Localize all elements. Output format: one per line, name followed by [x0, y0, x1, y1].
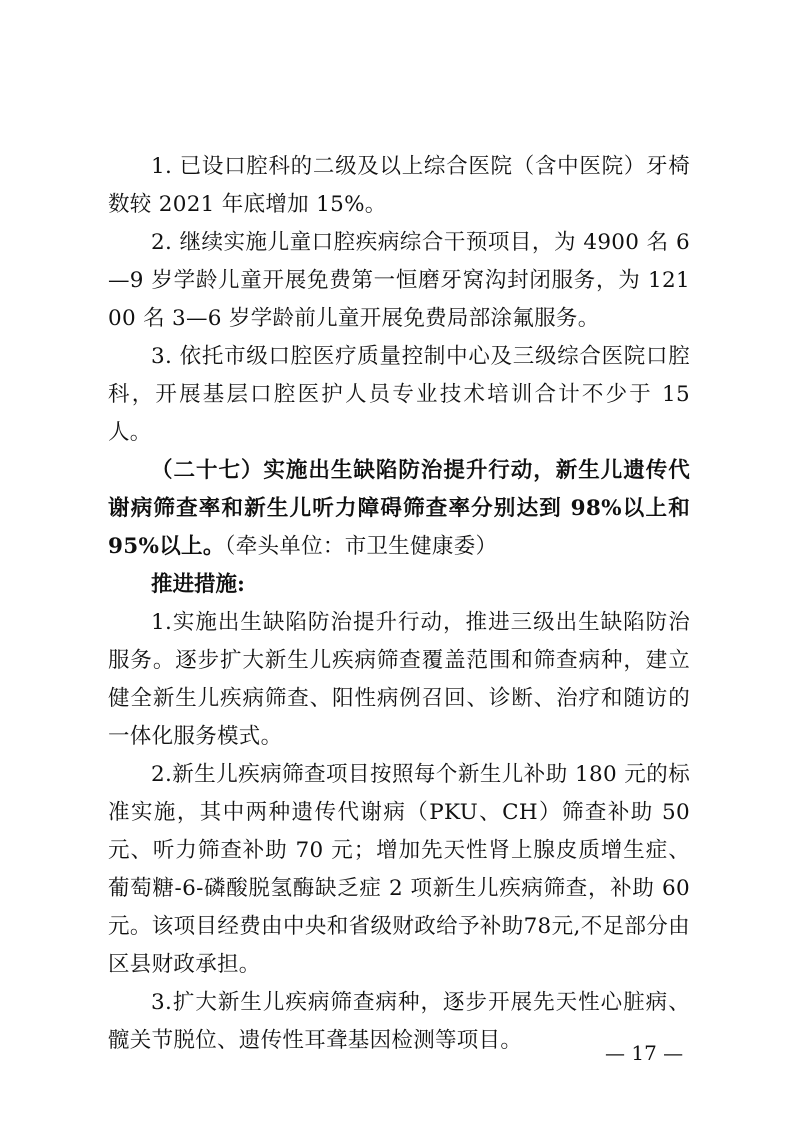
measure-item-2: 2.新生儿疾病筛查项目按照每个新生儿补助 180 元的标准实施，其中两种遗传代谢病（PKU、CH）筛查补助 50 元、听力筛查补助 70 元；增加先天性肾上腺皮质增生症、葡萄糖-6-磷酸脱氢酶缺乏症 2 项新生儿疾病筛查，补助 60 元。该项目经费由中央和省级财政给予补助78元,不足部分由区县财政承担。: [108, 762, 690, 977]
page-number: — 17 —: [605, 1041, 684, 1065]
section-title: （二十七）实施出生缺陷防治提升行动，新生儿遗传代谢病筛查率和新生儿听力障碍筛查率分别达到 98%以上和 95%以上。: [108, 458, 690, 559]
measure-item-1: 1.实施出生缺陷防治提升行动，推进三级出生缺陷防治服务。逐步扩大新生儿疾病筛查覆盖范围和筛查病种，建立健全新生儿疾病筛查、阳性病例召回、诊断、治疗和随访的一体化服务模式。: [108, 610, 690, 749]
paragraph-dental-chairs: 1. 已设口腔科的二级及以上综合医院（含中医院）牙椅数较 2021 年底增加 15%。: [108, 154, 690, 217]
lead-unit: （牵头单位：市卫生健康委）: [224, 534, 498, 559]
paragraph-oral-training: 3. 依托市级口腔医疗质量控制中心及三级综合医院口腔科，开展基层口腔医护人员专业技术培训合计不少于 15 人。: [108, 344, 690, 445]
section-heading: [108, 452, 690, 566]
document-body: [108, 148, 690, 1060]
measure-item-3: 3.扩大新生儿疾病筛查病种，逐步开展先天性心脏病、髋关节脱位、遗传性耳聋基因检测等项目。: [108, 990, 690, 1053]
paragraph-child-oral-program: 2. 继续实施儿童口腔疾病综合干预项目，为 4900 名 6—9 岁学龄儿童开展免费第一恒磨牙窝沟封闭服务，为 12100 名 3—6 岁学龄前儿童开展免费局部涂氟服务。: [108, 230, 690, 331]
measures-heading: 推进措施:: [151, 572, 245, 597]
